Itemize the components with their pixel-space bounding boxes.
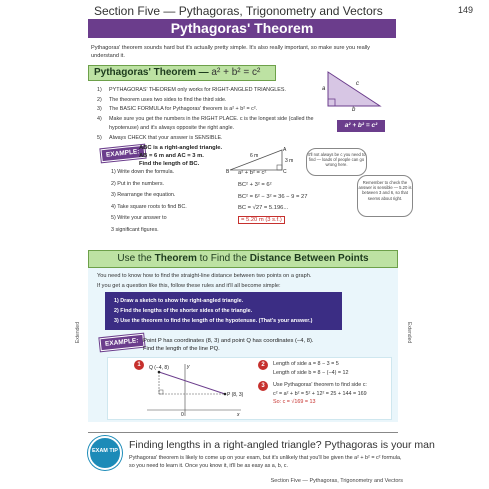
svg-text:Q (−4, 8): Q (−4, 8) — [149, 365, 169, 371]
svg-text:y: y — [187, 364, 190, 370]
theorem-heading-text: Pythagoras' Theorem — — [94, 67, 209, 78]
example2-step2: Length of side a = 8 − 3 = 5 Length of side b = 8 − (−4) = 12 — [273, 361, 349, 376]
formula-badge: a² + b² = c² — [337, 120, 385, 132]
distance-intro: You need to know how to find the straight-line distance between two points on a graph. If you get a question like this, follow these rules and it'll all become simple: — [97, 273, 312, 289]
tip-bubble: It'll not always be c you need to find — loads of people can go wrong here. — [306, 148, 367, 176]
tri-label-a: a — [322, 86, 326, 92]
theorem-rules-list — [97, 86, 333, 143]
example1-steps: 1) Write down the formula. 2) Put in the numbers. 3) Rearrange the equation. 4) Take square roots to find BC. 5) Write your answer to 3 significant figures. — [111, 169, 187, 233]
exam-tip-badge: EXAM TIP — [88, 436, 122, 470]
coordinate-graph — [145, 362, 243, 418]
svg-text:B: B — [226, 169, 230, 174]
svg-text:0: 0 — [181, 412, 184, 418]
exam-tip-heading: Finding lengths in a right-angled triangle? Pythagoras is your man — [129, 439, 435, 451]
page-number: 149 — [458, 5, 474, 15]
svg-text:3 m: 3 m — [285, 158, 294, 164]
example-tag: EXAMPLE: — [100, 145, 145, 162]
intro-text: Pythagoras' theorem sounds hard but it's actually pretty simple. It's also really important, so make sure you really understand it. — [91, 45, 370, 59]
page-title: Pythagoras' Theorem — [88, 19, 396, 38]
svg-text:A: A — [283, 147, 287, 153]
svg-text:P (8, 3): P (8, 3) — [227, 392, 243, 398]
page-footer: Section Five — Pythagoras, Trigonometry and Vectors — [270, 478, 403, 484]
section-title: Section Five — Pythagoras, Trigonometry and Vectors — [94, 4, 383, 18]
svg-text:C: C — [283, 169, 287, 174]
example-tag: EXAMPLE: — [99, 334, 144, 351]
distance-steps-box: 1) Draw a sketch to show the right-angled triangle. 2) Find the lengths of the shorter sides of the triangle. 3) Use the theorem to find the length of the hypotenuse. (That's your answer.) — [105, 292, 342, 330]
step-number: 3 — [258, 381, 268, 391]
example1-answer: = 5.20 m (3 s.f.) — [238, 216, 285, 224]
tip-bubble: Remember to check the answer is sensible — 5.20 is between 3 and 6, so that seems about right. — [357, 175, 413, 217]
list-item: 4) Make sure you get the numbers in the RIGHT PLACE. c is the longest side (called the hypotenuse) and it's always opposite the right angle. — [97, 115, 314, 131]
example2-question: Point P has coordinates (8, 3) and point Q has coordinates (−4, 8). Find the length of the line PQ. — [143, 338, 314, 352]
svg-text:6 m: 6 m — [250, 153, 259, 159]
list-item: 1) PYTHAGORAS' THEOREM only works for RIGHT-ANGLED TRIANGLES. — [97, 87, 286, 93]
step-number: 2 — [258, 360, 268, 370]
theorem-heading — [88, 65, 276, 81]
example1-working: a² + b² = c² BC² + 3² = 6² BC² = 6² − 3² = 36 − 9 = 27 BC = √27 = 5.196... = 5.20 m (3 s.f.) — [238, 170, 308, 224]
list-item: 3) The BASIC FORMULA for Pythagoras' theorem is a² + b² = c². — [97, 106, 258, 112]
divider — [88, 432, 398, 433]
extended-tag: Extended — [406, 322, 412, 344]
extended-tag: Extended — [75, 322, 81, 344]
theorem-heading-formula: a² + b² = c² — [211, 67, 261, 78]
example2-step3: Use Pythagoras' theorem to find side c: c² = a² + b² = 5² + 12² = 25 + 144 = 169 So: c = √169 = 13 — [273, 382, 367, 405]
list-item: 5) Always CHECK that your answer is SENSIBLE. — [97, 134, 223, 141]
example1-question: ABC is a right-angled triangle. AB = 6 m and AC = 3 m. Find the length of BC. — [139, 145, 223, 167]
step-number: 1 — [134, 360, 144, 370]
tri-label-b: b — [352, 107, 356, 111]
list-item: 2) The theorem uses two sides to find the third side. — [97, 96, 227, 103]
svg-text:x: x — [237, 412, 240, 418]
exam-tip-body: Pythagoras' theorem is likely to come up on your exam, but it's unlikely that you'll be given the a² + b² = c² formula, so you need to learn it. Once you know it, it'll be as easy as a, b, c. — [129, 455, 402, 469]
tri-label-c: c — [356, 81, 359, 87]
distance-heading: Use the Theorem to Find the Distance Between Points — [88, 250, 398, 268]
